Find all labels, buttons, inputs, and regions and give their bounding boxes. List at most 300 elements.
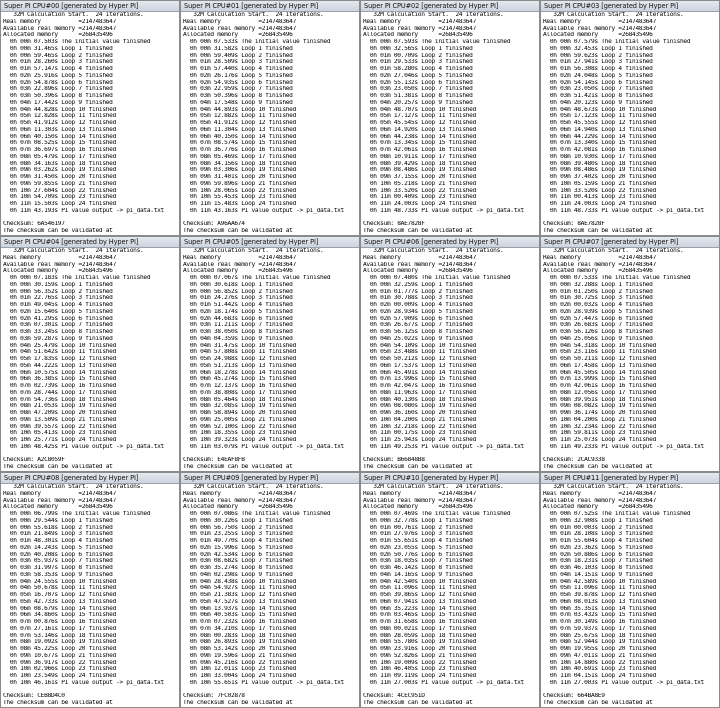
window-title-bar[interactable] [361, 1, 539, 12]
loop-result-line: 0h 04m 44.893s Loop 10 finished [183, 106, 297, 113]
blank-line [183, 451, 359, 458]
loop-result-line: 0h 00m 07.503s The initial value finished [3, 39, 151, 45]
available-memory-line: Available real memory =2147483647 [363, 261, 477, 268]
loop-result-line: 0h 07m 13.996s Loop 15 finished [363, 376, 477, 383]
loop-result-line: 0h 08m 40.130s Loop 18 finished [363, 396, 477, 403]
loop-result-line: 0h 08m 45.225s Loop 20 finished [3, 646, 117, 652]
superpi-window[interactable] [0, 0, 180, 236]
loop-result-line: 0h 08m 05.469s Loop 17 finished [183, 153, 297, 160]
superpi-window[interactable] [0, 472, 180, 708]
superpi-window[interactable] [360, 0, 540, 236]
loop-result-line: 0h 07m 42.061s Loop 16 finished [363, 147, 477, 153]
loop-result-line: 0h 06m 11.304s Loop 13 finished [183, 126, 297, 133]
loop-result-line: 0h 11m 15.483s Loop 24 finished [183, 201, 297, 207]
loop-result-line: 0h 04m 51.642s Loop 11 finished [3, 349, 117, 356]
loop-result-line: 0h 07m 07.232s Loop 16 finished [183, 619, 297, 625]
loop-result-line: 0h 01m 49.770s Loop 4 finished [183, 538, 293, 544]
loop-result-line: 0h 02m 14.243s Loop 5 finished [3, 544, 113, 551]
loop-result-line: 0h 10m 04.200s Loop 21 finished [543, 416, 657, 423]
loop-result-line: 0h 01m 51.442s Loop 4 finished [183, 302, 293, 308]
loop-result-line: 0h 10m 55.453s Loop 23 finished [183, 194, 297, 201]
window-title-bar[interactable] [181, 1, 359, 12]
loop-result-line: 0h 09m 08.082s Loop 19 finished [543, 403, 657, 410]
console-output [1, 12, 179, 235]
loop-result-line: 0h 06m 14.940s Loop 13 finished [543, 126, 657, 133]
loop-result-line: 0h 06m 13.937s Loop 14 finished [183, 605, 297, 612]
loop-result-line: 0h 11m 25.073s Loop 24 finished [543, 437, 657, 443]
loop-result-line: 0h 00m 29.544s Loop 1 finished [3, 517, 113, 524]
loop-result-line: 0h 10m 33.520s Loop 22 finished [543, 187, 657, 194]
calculation-start-line: 32M Calculation Start. 24 iterations. [3, 484, 144, 490]
loop-result-line: 0h 02m 42.534s Loop 6 finished [183, 551, 293, 558]
loop-result-line: 0h 05m 24.988s Loop 12 finished [183, 356, 297, 362]
calculation-start-line: 32M Calculation Start. 24 iterations. [3, 248, 144, 254]
loop-result-line: 0h 01m 24.276s Loop 3 finished [183, 295, 293, 302]
loop-result-line: 0h 10m 19.009s Loop 22 finished [363, 659, 477, 666]
loop-result-line: 0h 09m 03.306s Loop 19 finished [183, 167, 297, 174]
loop-result-line: 0h 03m 38.050s Loop 8 finished [183, 329, 293, 335]
loop-result-line: 0h 03m 23.050s Loop 7 finished [543, 86, 653, 93]
loop-result-line: 0h 03m 50.396s Loop 8 finished [3, 93, 113, 99]
window-title: Super PI CPU#00 [generated by Hyper PI] [4, 2, 139, 10]
loop-result-line: 0h 06m 08.679s Loop 14 finished [3, 605, 117, 612]
loop-result-line: 0h 09m 36.917s Loop 22 finished [3, 659, 117, 666]
loop-result-line: 0h 03m 51.421s Loop 8 finished [543, 93, 653, 99]
loop-result-line: 0h 02m 24.048s Loop 5 finished [543, 72, 653, 79]
loop-result-line: 0h 07m 28.744s Loop 17 finished [3, 389, 117, 396]
loop-result-line: 0h 09m 08.080s Loop 19 finished [363, 403, 477, 410]
real-memory-line: Real memory =2147483647 [183, 18, 297, 25]
loop-result-line: 0h 10m 25.771s Loop 24 finished [3, 437, 117, 443]
loop-result-line: 0h 07m 36.697s Loop 16 finished [3, 147, 117, 153]
loop-result-line: 0h 10m 54.709s Loop 23 finished [3, 194, 117, 201]
checksum-note-line: The checksum can be validated at [183, 228, 293, 234]
loop-result-line: 0h 04m 25.022s Loop 9 finished [363, 335, 473, 342]
loop-result-line: 0h 10m 23.549s Loop 24 finished [3, 673, 117, 679]
loop-result-line: 0h 00m 32.565s Loop 1 finished [363, 45, 473, 52]
loop-result-line: 0h 03m 23.050s Loop 7 finished [363, 86, 473, 93]
loop-result-line: 0h 09m 37.155s Loop 20 finished [363, 174, 477, 180]
loop-result-line: 0h 04m 02.298s Loop 9 finished [183, 571, 293, 578]
loop-result-line: 0h 00m 07.086s The initial value finished [183, 511, 331, 517]
loop-result-line: 0h 04m 31.475s Loop 10 finished [183, 342, 297, 349]
loop-result-line: 0h 09m 08.486s Loop 19 finished [363, 167, 477, 174]
console-output [1, 484, 179, 707]
blank-line [363, 215, 539, 222]
window-title: Super PI CPU#01 [generated by Hyper PI] [184, 2, 319, 10]
blank-line [363, 687, 539, 694]
available-memory-line: Available real memory =2147483647 [183, 261, 297, 268]
window-title-bar[interactable] [1, 473, 179, 484]
loop-result-line: 0h 06m 44.229s Loop 14 finished [543, 133, 657, 140]
loop-result-line: 0h 07m 36.776s Loop 16 finished [183, 147, 297, 153]
loop-result-line: 0h 10m 02.966s Loop 23 finished [3, 666, 117, 673]
loop-result-line: 0h 07m 42.081s Loop 16 finished [543, 147, 657, 153]
real-memory-line: Real memory =2147483647 [363, 490, 477, 497]
checksum-note-line: The checksum can be validated at [543, 700, 653, 706]
real-memory-line: Real memory =2147483647 [363, 254, 477, 261]
loop-result-line: 0h 09m 39.557s Loop 22 finished [3, 423, 117, 430]
loop-result-line: 0h 01m 30.788s Loop 3 finished [363, 295, 473, 302]
superpi-window[interactable] [540, 0, 720, 236]
loop-result-line: 0h 05m 45.555s Loop 12 finished [543, 120, 657, 126]
available-memory-line: Available real memory =2147483647 [183, 497, 297, 504]
real-memory-line: Real memory =2147483647 [543, 18, 657, 25]
window-title-bar[interactable] [181, 473, 359, 484]
loop-result-line: 0h 00m 30.618s Loop 1 finished [183, 281, 293, 288]
allocated-memory-line: Allocated memory =268435496 [363, 504, 473, 511]
checksum-line: Checksum: 6A546197 [3, 221, 65, 228]
window-title-bar[interactable] [181, 237, 359, 248]
loop-result-line: 0h 10m 28.065s Loop 22 finished [183, 187, 297, 194]
loop-result-line: 0h 10m 40.691s Loop 23 finished [543, 666, 657, 673]
real-memory-line: Real memory =2147483647 [3, 254, 117, 261]
loop-result-line: 0h 10m 59.811s Loop 23 finished [543, 430, 657, 437]
loop-result-line: 0h 05m 44.222s Loop 13 finished [3, 362, 117, 369]
allocated-memory-line: Allocated memory =268435496 [183, 268, 293, 275]
loop-result-line: 0h 02m 54.878s Loop 6 finished [3, 79, 113, 86]
loop-result-line: 0h 09m 10.677s Loop 21 finished [3, 652, 117, 659]
allocated-memory-line: Allocated memory =268435496 [363, 32, 473, 39]
loop-result-line: 0h 08m 12.056s Loop 17 finished [543, 389, 657, 396]
console-output [181, 12, 359, 235]
loop-result-line: 0h 02m 55.132s Loop 6 finished [363, 79, 473, 86]
loop-result-line: 0h 00m 07.183s The initial value finished [3, 275, 151, 281]
window-title-bar[interactable] [1, 237, 179, 248]
loop-result-line: 0h 07m 38.808s Loop 17 finished [183, 389, 297, 396]
loop-result-line: 0h 03m 46.103s Loop 8 finished [543, 565, 653, 571]
loop-result-line: 0h 06m 34.860s Loop 15 finished [3, 612, 117, 619]
loop-result-line: 0h 06m 17.537s Loop 13 finished [363, 362, 477, 369]
blank-line [543, 687, 719, 694]
available-memory-line: Available real memory =2147483647 [183, 25, 297, 32]
loop-result-line: 0h 04m 42.589s Loop 10 finished [543, 578, 657, 585]
loop-result-line: 0h 04m 20.123s Loop 9 finished [543, 99, 653, 106]
superpi-window[interactable] [540, 236, 720, 472]
available-memory-line: Available real memory =2147483647 [3, 497, 117, 504]
loop-result-line: 0h 00m 30.226s Loop 1 finished [183, 517, 293, 524]
calculation-start-line: 32M Calculation Start. 24 iterations. [543, 12, 684, 18]
loop-result-line: 0h 01m 55.651s Loop 4 finished [363, 538, 473, 544]
loop-result-line: 0h 09m 59.855s Loop 21 finished [3, 180, 117, 187]
loop-result-line: 0h 03m 05.937s Loop 7 finished [3, 558, 113, 565]
loop-result-line: 0h 11m 04.151s Loop 24 finished [543, 673, 657, 679]
loop-result-line: 0h 03m 22.959s Loop 7 finished [183, 86, 293, 93]
loop-result-line: 0h 05m 17.123s Loop 11 finished [543, 113, 657, 120]
loop-result-line: 0h 00m 32.908s Loop 1 finished [543, 517, 653, 524]
available-memory-line: Available real memory =2147483647 [543, 25, 657, 32]
loop-result-line: 0h 09m 13.509s Loop 21 finished [3, 416, 117, 423]
loop-result-line: 0h 01m 28.260s Loop 3 finished [3, 59, 113, 66]
loop-result-line: 0h 09m 45.216s Loop 22 finished [183, 659, 297, 666]
loop-result-line: 0h 06m 45.505s Loop 14 finished [543, 369, 657, 376]
loop-result-line: 0h 05m 45.545s Loop 12 finished [363, 120, 477, 126]
loop-result-line: 0h 02m 15.640s Loop 5 finished [3, 308, 113, 315]
window-title: Super PI CPU#10 [generated by Hyper PI] [364, 474, 499, 482]
loop-result-line: 0h 06m 45.274s Loop 15 finished [183, 376, 297, 383]
available-memory-line: Available real memory =2147483647 [363, 497, 477, 504]
window-title-bar[interactable] [541, 473, 719, 484]
loop-result-line: 0h 07m 30.149s Loop 16 finished [543, 619, 657, 625]
loop-result-line: 0h 11m 24.003s Loop 24 finished [543, 201, 657, 207]
loop-result-line: 0h 05m 39.865s Loop 12 finished [363, 592, 477, 598]
window-title: Super PI CPU#03 [generated by Hyper PI] [544, 2, 679, 10]
loop-result-line: 0h 08m 21.053s Loop 19 finished [3, 403, 117, 410]
loop-result-line: 0h 03m 08.682s Loop 7 finished [183, 558, 293, 565]
loop-result-line: 0h 03m 26.677s Loop 7 finished [363, 322, 473, 329]
calculation-start-line: 32M Calculation Start. 24 iterations. [363, 12, 504, 18]
loop-result-line: 0h 05m 23.488s Loop 11 finished [363, 349, 477, 356]
loop-result-line: 0h 02m 00.032s Loop 4 finished [543, 302, 653, 308]
loop-result-line: 0h 08m 55.780s Loop 19 finished [363, 639, 477, 646]
allocated-memory-line: Allocated memory =268435496 [543, 268, 653, 275]
loop-result-line: 0h 08m 39.951s Loop 18 finished [543, 396, 657, 403]
checksum-note-line: The checksum can be validated at [363, 464, 473, 470]
checksum-line: Checksum: CEB8D4C0 [3, 693, 65, 700]
loop-result-line: 0h 01m 30.725s Loop 3 finished [543, 295, 653, 302]
loop-result-line: 0h 08m 10.911s Loop 17 finished [363, 153, 477, 160]
loop-result-line: 0h 03m 46.142s Loop 8 finished [363, 565, 473, 571]
loop-result-line: 0h 09m 47.011s Loop 21 finished [543, 652, 657, 659]
loop-result-line: 0h 04m 14.151s Loop 9 finished [543, 571, 653, 578]
loop-result-line: 0h 10m 05.159s Loop 21 finished [543, 180, 657, 187]
console-output [361, 12, 539, 235]
console-output [181, 484, 359, 707]
loop-result-line: 0h 00m 31.582s Loop 1 finished [183, 45, 293, 52]
loop-result-line: 0h 02m 23.362s Loop 5 finished [543, 544, 653, 551]
loop-result-line: 0h 09m 37.402s Loop 20 finished [543, 174, 657, 180]
loop-result-line: 0h 08m 34.156s Loop 18 finished [183, 160, 297, 167]
loop-result-line: 0h 03m 35.274s Loop 8 finished [183, 565, 293, 571]
loop-result-line: 0h 08m 11.963s Loop 17 finished [363, 389, 477, 396]
loop-result-line: 0h 06m 18.278s Loop 14 finished [183, 369, 297, 376]
loop-result-line: 0h 00m 55.618s Loop 2 finished [3, 524, 113, 531]
console-output [541, 484, 719, 707]
loop-result-line: 0h 02m 54.145s Loop 6 finished [543, 79, 653, 86]
loop-result-line: 0h 03m 07.301s Loop 7 finished [3, 322, 113, 329]
window-title-bar[interactable] [541, 237, 719, 248]
loop-result-line: 0h 09m 08.486s Loop 19 finished [543, 167, 657, 174]
loop-result-line: 0h 05m 47.527s Loop 13 finished [183, 598, 297, 605]
blank-line [3, 687, 179, 694]
loop-result-line: 0h 11m 15.503s Loop 24 finished [3, 201, 117, 207]
blank-line [3, 215, 179, 222]
loop-result-line: 0h 03m 58.353s Loop 9 finished [3, 571, 113, 578]
loop-result-line: 0h 11m 48.733s PI value output -> pi_data.txt [543, 207, 704, 214]
checksum-note-line: The checksum can be validated at [3, 700, 113, 706]
superpi-window[interactable] [540, 472, 720, 708]
calculation-start-line: 32M Calculation Start. 24 iterations. [363, 248, 504, 254]
loop-result-line: 0h 09m 52.100s Loop 22 finished [183, 423, 297, 430]
loop-result-line: 0h 00m 56.750s Loop 2 finished [183, 524, 293, 531]
superpi-window[interactable] [360, 472, 540, 708]
loop-result-line: 0h 08m 39.480s Loop 18 finished [543, 160, 657, 167]
calculation-start-line: 32M Calculation Start. 24 iterations. [543, 248, 684, 254]
superpi-window[interactable] [0, 236, 180, 472]
loop-result-line: 0h 07m 31.658s Loop 16 finished [363, 619, 477, 625]
checksum-note-line: The checksum can be validated at [543, 228, 653, 234]
blank-line [3, 451, 179, 458]
allocated-memory-line: Allocated memory =268435496 [3, 32, 113, 39]
loop-result-line: 0h 05m 39.878s Loop 12 finished [543, 592, 657, 598]
loop-result-line: 0h 09m 31.450s Loop 20 finished [3, 174, 117, 180]
loop-result-line: 0h 10m 14.880s Loop 22 finished [543, 659, 657, 666]
loop-result-line: 0h 05m 51.213s Loop 13 finished [183, 362, 297, 369]
loop-result-line: 0h 02m 50.886s Loop 6 finished [543, 551, 653, 558]
loop-result-line: 0h 06m 35.351s Loop 14 finished [543, 605, 657, 612]
loop-result-line: 0h 04m 25.479s Loop 10 finished [3, 342, 117, 349]
loop-result-line: 0h 08m 28.059s Loop 18 finished [363, 632, 477, 639]
loop-result-line: 0h 00m 07.067s The initial value finished [183, 275, 331, 281]
loop-result-line: 0h 02m 57.447s Loop 6 finished [543, 315, 653, 322]
loop-result-line: 0h 05m 17.835s Loop 12 finished [3, 356, 117, 362]
loop-result-line: 0h 11m 49.233s PI value output -> pi_data.txt [543, 443, 704, 450]
loop-result-line: 0h 00m 07.480s The initial value finished [363, 275, 511, 281]
allocated-memory-line: Allocated memory =268435496 [543, 504, 653, 511]
loop-result-line: 0h 08m 26.893s Loop 19 finished [183, 639, 297, 646]
loop-result-line: 0h 03m 33.245s Loop 8 finished [3, 329, 113, 335]
loop-result-line: 0h 07m 59.937s Loop 17 finished [543, 625, 657, 632]
console-output [181, 248, 359, 471]
loop-result-line: 0h 00m 59.623s Loop 2 finished [543, 52, 653, 59]
loop-result-line: 0h 02m 54.935s Loop 6 finished [183, 79, 293, 86]
loop-result-line: 0h 06m 11.303s Loop 13 finished [3, 126, 117, 133]
loop-result-line: 0h 11m 43.193s PI value output -> pi_data.txt [3, 207, 164, 214]
available-memory-line: Available real memory =2147483647 [3, 25, 117, 32]
loop-result-line: 0h 11m 00.413s Loop 23 finished [543, 194, 657, 201]
loop-result-line: 0h 01m 27.941s Loop 3 finished [543, 59, 653, 66]
loop-result-line: 0h 08m 32.085s Loop 19 finished [183, 403, 297, 410]
superpi-window[interactable] [180, 236, 360, 472]
loop-result-line: 0h 05m 17.127s Loop 11 finished [363, 113, 477, 120]
loop-result-line: 0h 04m 48.673s Loop 10 finished [543, 106, 657, 113]
loop-result-line: 0h 09m 03.262s Loop 19 finished [3, 167, 117, 174]
checksum-line: Checksum: 8AE7828F [363, 221, 425, 228]
real-memory-line: Real memory =2147483647 [543, 490, 657, 497]
loop-result-line: 0h 06m 08.013s Loop 13 finished [543, 598, 657, 605]
loop-result-line: 0h 02m 50.776s Loop 6 finished [363, 551, 473, 558]
window-title: Super PI CPU#09 [generated by Hyper PI] [184, 474, 319, 482]
loop-result-line: 0h 08m 58.894s Loop 20 finished [183, 410, 297, 416]
loop-result-line: 0h 10m 46.161s PI value output -> pi_data.txt [3, 679, 164, 686]
loop-result-line: 0h 06m 07.941s Loop 13 finished [363, 598, 477, 605]
superpi-window[interactable] [360, 236, 540, 472]
window-title: Super PI CPU#02 [generated by Hyper PI] [364, 2, 499, 10]
loop-result-line: 0h 11m 48.733s PI value output -> pi_data.txt [363, 207, 524, 214]
loop-result-line: 0h 08m 47.209s Loop 20 finished [3, 410, 117, 416]
loop-result-line: 0h 02m 57.909s Loop 6 finished [363, 315, 473, 322]
loop-result-line: 0h 02m 26.176s Loop 5 finished [183, 72, 293, 79]
calculation-start-line: 32M Calculation Start. 24 iterations. [3, 12, 144, 18]
window-title-bar[interactable] [361, 237, 539, 248]
checksum-line: Checksum: A2C8059F [3, 457, 65, 464]
loop-result-line: 0h 05m 50.211s Loop 12 finished [543, 356, 657, 362]
loop-result-line: 0h 04m 20.257s Loop 9 finished [363, 99, 473, 106]
loop-result-line: 0h 05m 21.383s Loop 12 finished [183, 592, 297, 598]
loop-result-line: 0h 00m 32.259s Loop 1 finished [363, 281, 473, 288]
loop-result-line: 0h 00m 07.579s The initial value finished [543, 39, 691, 45]
superpi-window[interactable] [180, 472, 360, 708]
loop-result-line: 0h 00m 30.159s Loop 1 finished [3, 281, 113, 288]
window-title-bar[interactable] [541, 1, 719, 12]
calculation-start-line: 32M Calculation Start. 24 iterations. [183, 484, 324, 490]
loop-result-line: 0h 02m 44.683s Loop 6 finished [183, 315, 293, 322]
loop-result-line: 0h 01m 00.709s Loop 2 finished [363, 52, 473, 59]
loop-result-line: 0h 01m 27.976s Loop 3 finished [363, 531, 473, 538]
loop-result-line: 0h 11m 00.409s Loop 23 finished [363, 194, 477, 201]
checksum-line: Checksum: 8AE7828F [543, 221, 605, 228]
loop-result-line: 0h 00m 06.799s The initial value finished [3, 511, 151, 517]
console-output [541, 248, 719, 471]
loop-result-line: 0h 07m 13.345s Loop 15 finished [363, 140, 477, 147]
loop-result-line: 0h 04m 17.442s Loop 9 finished [3, 99, 113, 106]
loop-result-line: 0h 08m 19.092s Loop 19 finished [3, 639, 117, 646]
loop-result-line: 0h 10m 55.651s PI value output -> pi_data.txt [183, 679, 344, 686]
loop-result-line: 0h 01m 58.280s Loop 4 finished [363, 66, 473, 72]
checksum-note-line: The checksum can be validated at [543, 464, 653, 470]
window-title: Super PI CPU#05 [generated by Hyper PI] [184, 238, 319, 246]
checksum-line: Checksum: E4EAF8FB [183, 457, 245, 464]
loop-result-line: 0h 00m 59.465s Loop 2 finished [3, 52, 113, 59]
loop-result-line: 0h 03m 18.231s Loop 7 finished [543, 558, 653, 565]
loop-result-line: 0h 10m 33.004s Loop 24 finished [183, 673, 297, 679]
loop-result-line: 0h 01m 57.147s Loop 4 finished [3, 66, 113, 72]
loop-result-line: 0h 03m 11.211s Loop 7 finished [183, 322, 293, 329]
loop-result-line: 0h 00m 07.469s The initial value finished [363, 511, 511, 517]
loop-result-line: 0h 04m 54.318s Loop 10 finished [543, 342, 657, 349]
checksum-line: Checksum: 2CAC9338 [543, 457, 605, 464]
loop-result-line: 0h 01m 21.849s Loop 3 finished [3, 531, 113, 538]
loop-result-line: 0h 06m 36.385s Loop 15 finished [3, 376, 117, 383]
loop-result-line: 0h 00m 07.533s The initial value finished [183, 39, 331, 45]
loop-result-line: 0h 11m 09.119s Loop 24 finished [363, 673, 477, 679]
loop-result-line: 0h 11m 27.003s PI value output -> pi_data.txt [543, 679, 704, 686]
loop-result-line: 0h 04m 44.828s Loop 10 finished [3, 106, 117, 113]
loop-result-line: 0h 00m 07.533s The initial value finished [543, 275, 691, 281]
loop-result-line: 0h 06m 35.223s Loop 14 finished [363, 605, 477, 612]
loop-result-line: 0h 10m 05.413s Loop 23 finished [3, 430, 117, 437]
loop-result-line: 0h 08m 10.930s Loop 17 finished [543, 153, 657, 160]
loop-result-line: 0h 00m 32.288s Loop 1 finished [543, 281, 653, 288]
calculation-start-line: 32M Calculation Start. 24 iterations. [543, 484, 684, 490]
loop-result-line: 0h 07m 12.137s Loop 16 finished [183, 383, 297, 389]
loop-result-line: 0h 10m 48.425s PI value output -> pi_data.txt [3, 443, 164, 450]
loop-result-line: 0h 07m 02.739s Loop 16 finished [3, 383, 117, 389]
loop-result-line: 0h 01m 00.761s Loop 2 finished [363, 524, 473, 531]
real-memory-line: Real memory =2147483647 [363, 18, 477, 25]
loop-result-line: 0h 01m 28.509s Loop 3 finished [183, 59, 293, 66]
loop-result-line: 0h 07m 13.999s Loop 15 finished [543, 376, 657, 383]
loop-result-line: 0h 04m 48.707s Loop 10 finished [363, 106, 477, 113]
loop-result-line: 0h 11m 24.003s Loop 24 finished [363, 201, 477, 207]
loop-result-line: 0h 06m 40.150s Loop 14 finished [3, 133, 117, 140]
loop-result-line: 0h 11m 03.079s PI value output -> pi_data.txt [183, 443, 344, 450]
window-title-bar[interactable] [361, 473, 539, 484]
window-title-bar[interactable] [1, 1, 179, 12]
loop-result-line: 0h 08m 05.464s Loop 18 finished [183, 396, 297, 403]
loop-result-line: 0h 03m 26.683s Loop 7 finished [543, 322, 653, 329]
loop-result-line: 0h 05m 12.828s Loop 11 finished [3, 113, 117, 120]
calculation-start-line: 32M Calculation Start. 24 iterations. [183, 248, 324, 254]
loop-result-line: 0h 02m 00.009s Loop 4 finished [363, 302, 473, 308]
superpi-window[interactable] [180, 0, 360, 236]
loop-result-line: 0h 02m 23.055s Loop 5 finished [363, 544, 473, 551]
loop-result-line: 0h 02m 25.916s Loop 5 finished [3, 72, 113, 79]
loop-result-line: 0h 10m 39.323s Loop 24 finished [183, 437, 297, 443]
loop-result-line: 0h 02m 18.174s Loop 5 finished [183, 308, 293, 315]
loop-result-line: 0h 08m 00.283s Loop 18 finished [183, 632, 297, 639]
loop-result-line: 0h 10m 33.520s Loop 22 finished [363, 187, 477, 194]
